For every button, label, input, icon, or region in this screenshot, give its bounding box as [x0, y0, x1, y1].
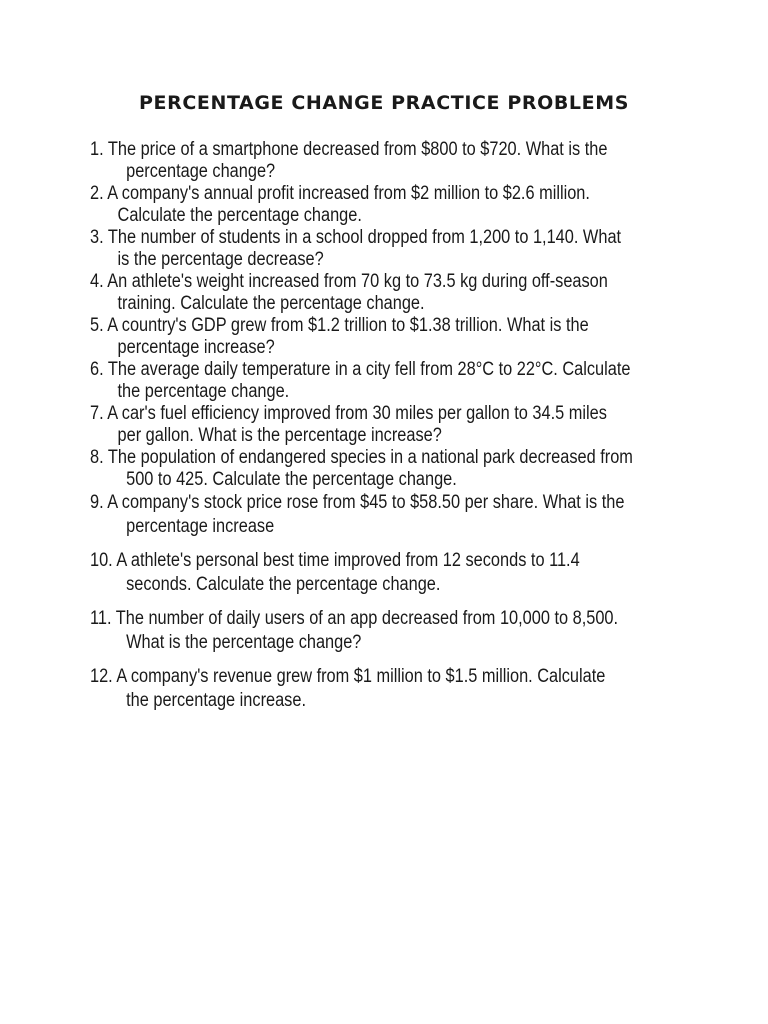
problem-item-12: [90, 665, 606, 713]
problem-5-line-2: percentage increase?: [117, 337, 275, 358]
problem-item-5: [90, 315, 606, 359]
problem-12-line-1: 12. A company's revenue grew from $1 million to $1.5 million. Calculate: [90, 666, 606, 687]
problem-9-line-1: 9. A company's stock price rose from $45 to $58.50 per share. What is the: [90, 492, 625, 513]
problem-10-line-2: seconds. Calculate the percentage change.: [126, 574, 441, 595]
problem-item-7: [90, 403, 606, 447]
problem-item-1: [90, 139, 606, 183]
problem-11-line-2: What is the percentage change?: [126, 632, 362, 653]
problem-1-line-2: percentage change?: [126, 161, 276, 182]
problem-7-line-2: per gallon. What is the percentage increase?: [117, 425, 442, 446]
problem-3-line-1: 3. The number of students in a school dropped from 1,200 to 1,140. What: [90, 227, 622, 248]
problem-4-line-2: training. Calculate the percentage change.: [117, 293, 425, 314]
problem-8-line-2: 500 to 425. Calculate the percentage change.: [126, 469, 457, 490]
problem-7-line-1: 7. A car's fuel efficiency improved from 30 miles per gallon to 34.5 miles: [90, 403, 607, 424]
problem-10-line-1: 10. A athlete's personal best time improved from 12 seconds to 11.4: [90, 550, 580, 571]
problem-11-line-1: 11. The number of daily users of an app decreased from 10,000 to 8,500.: [90, 608, 619, 629]
problem-8-line-1: 8. The population of endangered species in a national park decreased from: [90, 447, 633, 468]
problem-2-line-2: Calculate the percentage change.: [117, 205, 362, 226]
problem-4-line-1: 4. An athlete's weight increased from 70 kg to 73.5 kg during off-season: [90, 271, 608, 292]
problem-12-line-2: the percentage increase.: [126, 690, 306, 711]
problem-item-11: [90, 607, 619, 655]
problem-6-line-1: 6. The average daily temperature in a city fell from 28°C to 22°C. Calculate: [90, 359, 631, 380]
problem-item-6: [90, 359, 631, 403]
problem-6-line-2: the percentage change.: [117, 381, 290, 402]
problem-item-2: [90, 183, 606, 227]
problem-item-9: [90, 491, 625, 539]
page-title: PERCENTAGE CHANGE PRACTICE PROBLEMS: [138, 92, 630, 114]
problem-list: [90, 139, 633, 713]
problem-9-line-2: percentage increase: [126, 516, 275, 537]
problem-1-line-1: 1. The price of a smartphone decreased from $800 to $720. What is the: [90, 139, 608, 160]
problem-5-line-1: 5. A country's GDP grew from $1.2 trillion to $1.38 trillion. What is the: [90, 315, 589, 336]
problem-item-8: [90, 447, 633, 491]
problem-item-4: [90, 271, 606, 315]
problem-2-line-1: 2. A company's annual profit increased from $2 million to $2.6 million.: [90, 183, 590, 204]
problem-item-3: [90, 227, 622, 271]
problem-3-line-2: is the percentage decrease?: [117, 249, 324, 270]
problem-item-10: [90, 549, 606, 597]
